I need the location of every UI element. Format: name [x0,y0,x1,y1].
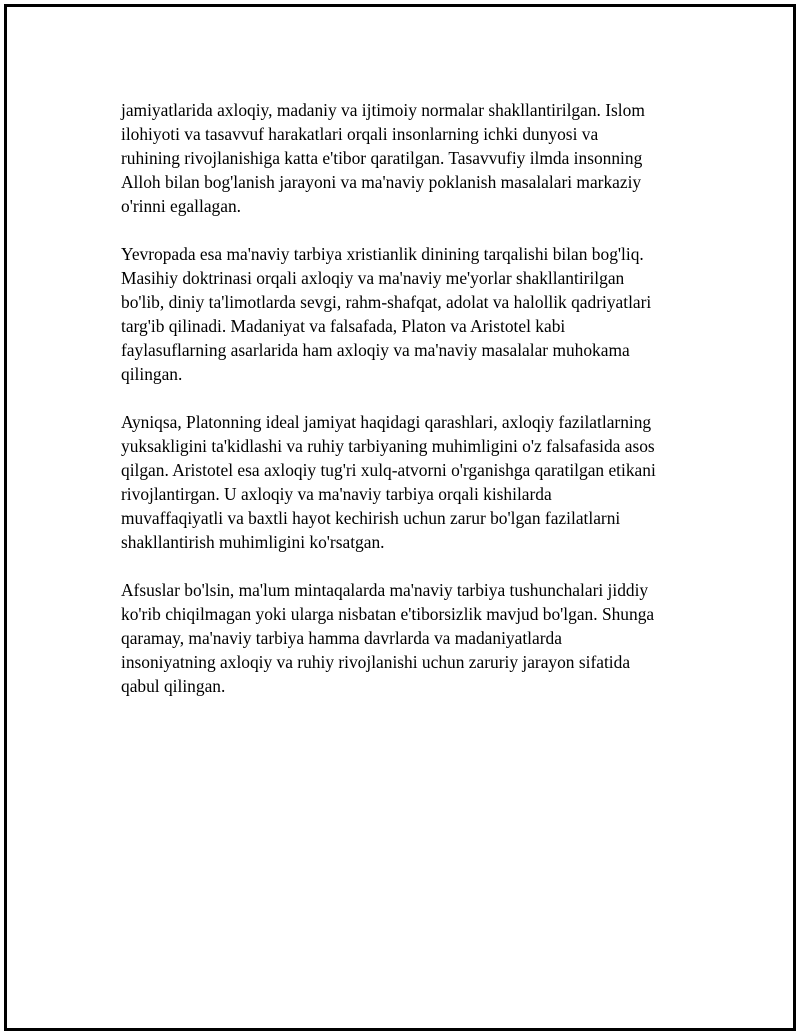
paragraph-1: jamiyatlarida axloqiy, madaniy va ijtimoiy normalar shakllantirilgan. Islom ilohiyoti va tasavvuf harakatlari orqali insonlarning ichki dunyosi va ruhining rivojlanishiga katta e'tibor qaratilgan. Tasavvufiy ilmda insonning Alloh bilan bog'lanish jarayoni va ma'naviy poklanish masalalari markaziy o'rinni egallagan. [121,100,645,216]
document-body [121,98,711,722]
page-border [4,4,796,1031]
paragraph-4: Afsuslar bo'lsin, ma'lum mintaqalarda ma'naviy tarbiya tushunchalari jiddiy ko'rib chiqilmagan yoki ularga nisbatan e'tiborsizlik mavjud bo'lgan. Shunga qaramay, ma'naviy tarbiya hamma davrlarda va madaniyatlarda insoniyatning axloqiy va ruhiy rivojlanishi uchun zaruriy jarayon sifatida qabul qilingan. [121,580,655,696]
paragraph-3: Ayniqsa, Platonning ideal jamiyat haqidagi qarashlari, axloqiy fazilatlarning yuksakligini ta'kidlashi va ruhiy tarbiyaning muhimligini o'z falsafasida asos qilgan. Aristotel esa axloqiy tug'ri xulq-atvorni o'rganishga qaratilgan etikani rivojlantirgan. U axloqiy va ma'naviy tarbiya orqali kishilarda muvaffaqiyatli va baxtli hayot kechirish uchun zarur bo'lgan fazilatlarni shakllantirish muhimligini ko'rsatgan. [121,412,656,552]
paragraph-2: Yevropada esa ma'naviy tarbiya xristianlik dinining tarqalishi bilan bog'liq. Masihiy doktrinasi orqali axloqiy va ma'naviy me'yorlar shakllantirilgan bo'lib, diniy ta'limotlarda sevgi, rahm-shafqat, adolat va halollik qadriyatlari targ'ib qilinadi. Madaniyat va falsafada, Platon va Aristotel kabi faylasuflarning asarlarida ham axloqiy va ma'naviy masalalar muhokama qilingan. [121,244,652,384]
